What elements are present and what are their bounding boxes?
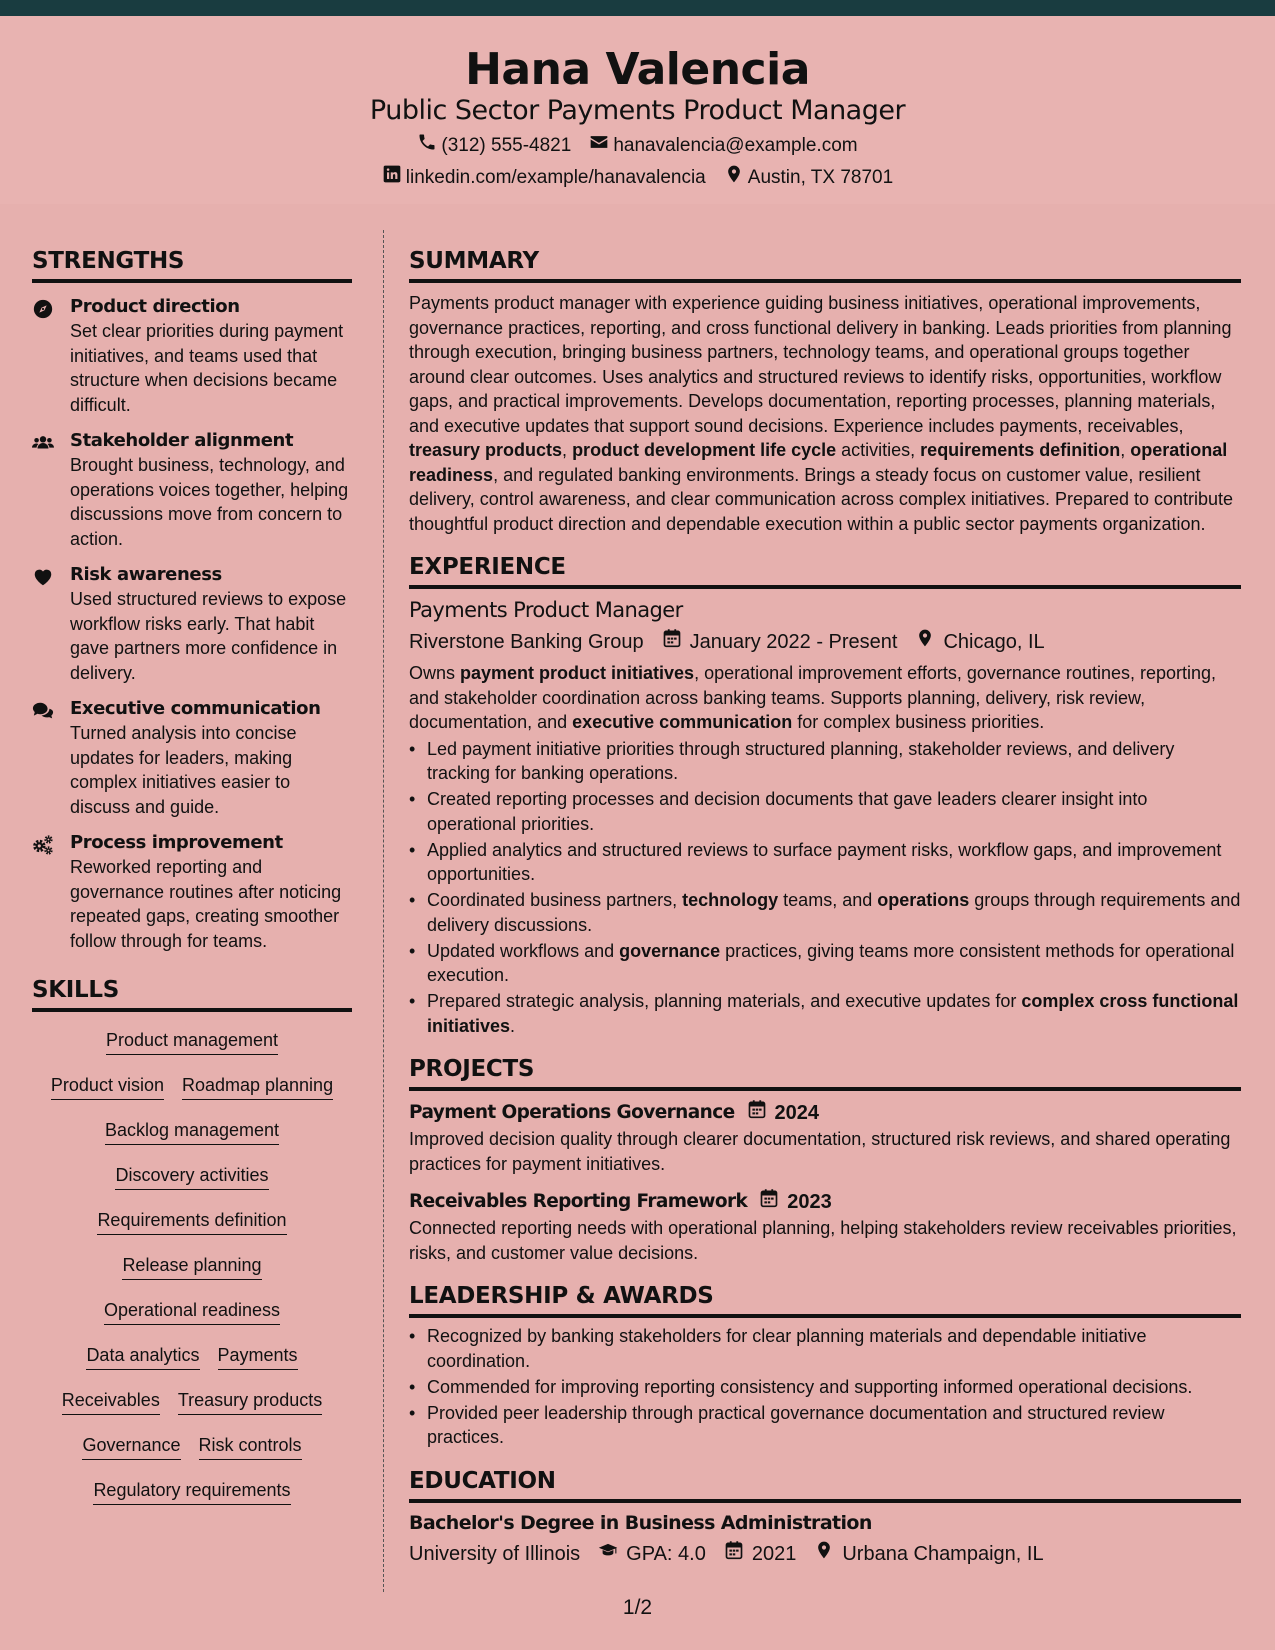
- skill-row: [32, 1380, 352, 1425]
- heart-icon: [32, 563, 70, 685]
- right-column: [409, 230, 1241, 1569]
- skill-tag: Data analytics: [86, 1343, 199, 1370]
- projects-heading: PROJECTS: [409, 1038, 1241, 1091]
- list-item: • Applied analytics and structured reviews to surface payment risks, workflow gaps, and improvement opportunities.: [409, 838, 1241, 887]
- job-intro: Owns payment product initiatives, operational improvement efforts, governance routines, reporting, and stakeholder coordination across banking teams. Supports planning, delivery, risk review, documentation, and executive communication for complex business priorities.: [409, 663, 1217, 732]
- strength-desc: Used structured reviews to expose workflow risks early. That habit gave partners more confidence in delivery.: [70, 589, 347, 683]
- skill-tag: Treasury products: [178, 1388, 322, 1415]
- leadership-heading: LEADERSHIP & AWARDS: [409, 1265, 1241, 1318]
- skill-row: [32, 1065, 352, 1110]
- school-location: Urbana Champaign, IL: [814, 1539, 1043, 1569]
- list-item: • Coordinated business partners, technology teams, and operations groups through requirements and delivery discussions.: [409, 888, 1241, 937]
- project-year: 2024: [747, 1099, 820, 1127]
- education-heading: EDUCATION: [409, 1450, 1241, 1503]
- users-icon: [32, 429, 70, 551]
- strength-item: [32, 697, 352, 819]
- email-item[interactable]: [589, 132, 857, 160]
- strength-item: [32, 831, 352, 953]
- education-meta: [409, 1539, 1241, 1569]
- list-item: • Commended for improving reporting consistency and supporting informed operational decisions.: [409, 1375, 1241, 1400]
- skill-row: [32, 1245, 352, 1290]
- strength-title: Risk awareness: [70, 564, 222, 585]
- strengths-heading: STRENGTHS: [32, 230, 352, 283]
- skill-tag: Backlog management: [105, 1118, 279, 1145]
- strength-item: [32, 429, 352, 551]
- skill-row: [32, 1200, 352, 1245]
- skill-tag: Operational readiness: [104, 1298, 280, 1325]
- strength-title: Product direction: [70, 296, 240, 317]
- strength-title: Process improvement: [70, 832, 283, 853]
- map-pin-icon: [814, 1539, 834, 1569]
- list-item: • Prepared strategic analysis, planning materials, and executive updates for complex cross functional initiatives.: [409, 989, 1241, 1038]
- location-text: Austin, TX 78701: [747, 167, 894, 188]
- calendar-icon: [759, 1188, 779, 1216]
- strength-item: [32, 295, 352, 417]
- page-number: 1/2: [622, 1596, 653, 1619]
- list-item: • Provided peer leadership through practical governance documentation and structured review practices.: [409, 1401, 1241, 1450]
- skill-tag: Regulatory requirements: [93, 1478, 290, 1505]
- linkedin-text[interactable]: linkedin.com/example/hanavalencia: [405, 167, 706, 188]
- calendar-icon: [747, 1099, 767, 1127]
- graduation-cap-icon: [598, 1539, 618, 1569]
- email-text[interactable]: hanavalencia@example.com: [613, 135, 858, 156]
- skill-tag: Product vision: [51, 1073, 164, 1100]
- calendar-icon: [662, 627, 682, 657]
- strength-title: Stakeholder alignment: [70, 430, 294, 451]
- map-pin-icon: [724, 164, 744, 192]
- resume-header: [0, 16, 1275, 204]
- strength-title: Executive communication: [70, 698, 321, 719]
- skill-row: [32, 1290, 352, 1335]
- experience-bullets: [409, 737, 1241, 1039]
- degree-title: Bachelor's Degree in Business Administration: [409, 1511, 872, 1534]
- job-meta: [409, 627, 1241, 657]
- skill-tag: Governance: [82, 1433, 180, 1460]
- project-title: Payment Operations Governance: [409, 1102, 735, 1123]
- location-item: [724, 164, 893, 192]
- skills-heading: SKILLS: [32, 959, 352, 1012]
- school-name: University of Illinois: [409, 1542, 581, 1565]
- job-title: Payments Product Manager: [409, 598, 683, 622]
- skill-row: [32, 1155, 352, 1200]
- skill-tag: Roadmap planning: [182, 1073, 333, 1100]
- skills-list: [32, 1012, 352, 1515]
- project-year: 2023: [759, 1188, 832, 1216]
- skill-tag: Requirements definition: [97, 1208, 286, 1235]
- skill-row: [32, 1425, 352, 1470]
- phone-text: (312) 555-4821: [441, 135, 572, 156]
- contact-row-2: [0, 164, 1275, 192]
- skill-tag: Receivables: [62, 1388, 160, 1415]
- skill-row: [32, 1470, 352, 1515]
- summary-heading: SUMMARY: [409, 230, 1241, 283]
- skill-tag: Risk controls: [199, 1433, 302, 1460]
- skill-row: [32, 1020, 352, 1065]
- project-title: Receivables Reporting Framework: [409, 1191, 748, 1212]
- project-desc: Connected reporting needs with operational planning, helping stakeholders review receivables priorities, risks, and customer value decisions.: [409, 1218, 1237, 1263]
- job-dates: January 2022 - Present: [662, 627, 898, 657]
- project-desc: Improved decision quality through clearer documentation, structured risk reviews, and shared operating practices for payment initiatives.: [409, 1129, 1231, 1174]
- candidate-role: Public Sector Payments Product Manager: [369, 95, 906, 126]
- linkedin-item[interactable]: [382, 164, 706, 192]
- list-item: • Recognized by banking stakeholders for clear planning materials and dependable initiative coordination.: [409, 1324, 1241, 1373]
- linkedin-icon: [382, 164, 402, 192]
- top-bar: [0, 0, 1275, 16]
- skill-row: [32, 1335, 352, 1380]
- strength-desc: Set clear priorities during payment initiatives, and teams used that structure when decisions became difficult.: [70, 321, 344, 415]
- leadership-bullets: [409, 1324, 1241, 1450]
- envelope-icon: [589, 132, 609, 160]
- compass-icon: [32, 295, 70, 417]
- summary-text: Payments product manager with experience guiding business initiatives, operational improvements, governance practices, reporting, and cross functional delivery in banking. Leads priorities from planning through execution, bringing business partners, technology teams, and operational groups together around clear outcomes. Uses analytics and structured reviews to identify risks, opportunities, workflow gaps, and practical improvements. Develops documentation, reporting processes, planning materials, and executive updates that support sound decisions. Experience includes payments, receivables, treasury products, product development life cycle activities, requirements definition, operational readiness, and regulated banking environments. Brings a steady focus on customer value, resilient delivery, control awareness, and clear communication across complex initiatives. Prepared to contribute thoughtful product direction and dependable execution within a public sector payments organization.: [409, 293, 1234, 534]
- chat-icon: [32, 697, 70, 819]
- skill-tag: Discovery activities: [115, 1163, 268, 1190]
- candidate-name: Hana Valencia: [465, 44, 810, 95]
- skill-tag: Payments: [218, 1343, 298, 1370]
- phone-item: [417, 132, 571, 160]
- project-header: [409, 1099, 1241, 1127]
- project-header: [409, 1188, 1241, 1216]
- phone-icon: [417, 132, 437, 160]
- graduation-year: 2021: [724, 1539, 797, 1569]
- gpa: GPA: 4.0: [598, 1539, 706, 1569]
- calendar-icon: [724, 1539, 744, 1569]
- left-column: [32, 230, 352, 1515]
- strength-desc: Reworked reporting and governance routines after noticing repeated gaps, creating smoother follow through for teams.: [70, 857, 342, 951]
- skill-tag: Release planning: [122, 1253, 261, 1280]
- contact-row-1: [0, 132, 1275, 160]
- strength-desc: Brought business, technology, and operations voices together, helping discussions move from concern to action.: [70, 455, 349, 549]
- strength-item: [32, 563, 352, 685]
- column-divider: [383, 230, 384, 1592]
- experience-heading: EXPERIENCE: [409, 536, 1241, 589]
- list-item: • Led payment initiative priorities through structured planning, stakeholder reviews, and delivery tracking for banking operations.: [409, 737, 1241, 786]
- gears-icon: [32, 831, 70, 953]
- strength-desc: Turned analysis into concise updates for leaders, making complex initiatives easier to discuss and guide.: [70, 723, 297, 817]
- list-item: • Created reporting processes and decision documents that gave leaders clearer insight into operational priorities.: [409, 787, 1241, 836]
- list-item: • Updated workflows and governance practices, giving teams more consistent methods for operational execution.: [409, 939, 1241, 988]
- map-pin-icon: [915, 627, 935, 657]
- company-name: Riverstone Banking Group: [409, 631, 644, 653]
- job-location: Chicago, IL: [915, 627, 1044, 657]
- skill-tag: Product management: [106, 1028, 278, 1055]
- skill-row: [32, 1110, 352, 1155]
